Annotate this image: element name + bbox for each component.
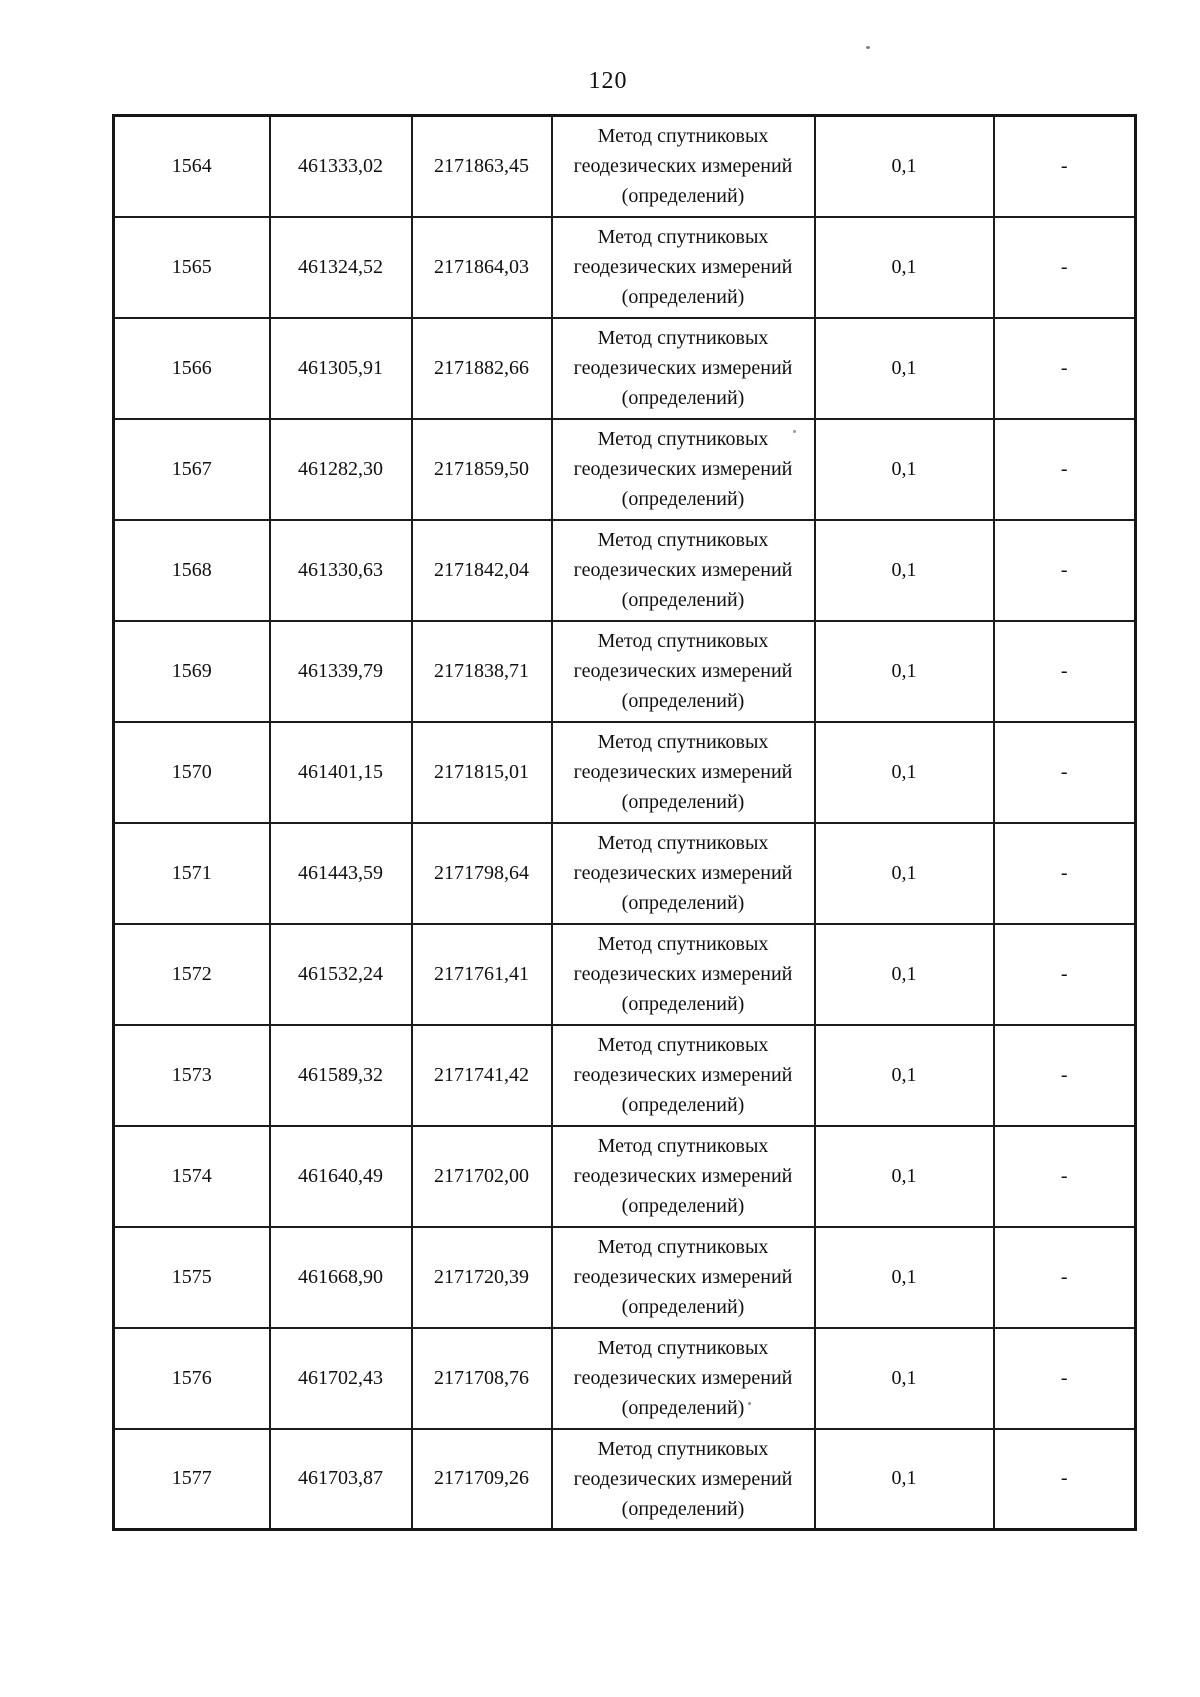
table-row: [114, 217, 1136, 318]
coordinate-x-cell: 461703,87: [270, 1429, 412, 1530]
coordinate-x-cell: 461339,79: [270, 621, 412, 722]
point-id-cell: 1568: [114, 520, 270, 621]
note-cell: -: [994, 621, 1136, 722]
method-text: Метод спутниковых геодезических измерений (определений): [573, 327, 793, 409]
coordinate-x-cell: 461305,91: [270, 318, 412, 419]
method-text: Метод спутниковых геодезических измерений (определений): [573, 731, 793, 813]
method-cell: [552, 924, 815, 1025]
table-row: [114, 722, 1136, 823]
method-cell: [552, 1429, 815, 1530]
point-id-cell: 1569: [114, 621, 270, 722]
table-row: [114, 318, 1136, 419]
table-row: [114, 419, 1136, 520]
method-cell: [552, 1328, 815, 1429]
accuracy-cell: 0,1: [815, 318, 994, 419]
point-id-cell: 1567: [114, 419, 270, 520]
page-number: 120: [588, 68, 628, 94]
scan-artifact-dot: [866, 46, 870, 49]
accuracy-cell: 0,1: [815, 1328, 994, 1429]
coordinate-y-cell: 2171815,01: [412, 722, 552, 823]
coordinate-x-cell: 461443,59: [270, 823, 412, 924]
table-row: [114, 924, 1136, 1025]
point-id-cell: 1575: [114, 1227, 270, 1328]
accuracy-cell: 0,1: [815, 1227, 994, 1328]
note-cell: -: [994, 722, 1136, 823]
method-text: Метод спутниковых геодезических измерений (определений): [573, 933, 793, 1015]
table-row: [114, 116, 1136, 217]
coordinate-x-cell: 461532,24: [270, 924, 412, 1025]
accuracy-cell: 0,1: [815, 1126, 994, 1227]
coordinate-x-cell: 461589,32: [270, 1025, 412, 1126]
table-row: [114, 1429, 1136, 1530]
coordinate-x-cell: 461640,49: [270, 1126, 412, 1227]
coordinate-y-cell: 2171709,26: [412, 1429, 552, 1530]
method-cell: [552, 520, 815, 621]
point-id-cell: 1564: [114, 116, 270, 217]
note-cell: -: [994, 823, 1136, 924]
method-text: Метод спутниковых геодезических измерений (определений): [573, 428, 793, 510]
accuracy-cell: 0,1: [815, 823, 994, 924]
note-cell: -: [994, 419, 1136, 520]
table-row: [114, 823, 1136, 924]
coordinate-y-cell: 2171741,42: [412, 1025, 552, 1126]
accuracy-cell: 0,1: [815, 116, 994, 217]
method-cell: [552, 318, 815, 419]
table-row: [114, 1227, 1136, 1328]
note-cell: -: [994, 1227, 1136, 1328]
point-id-cell: 1572: [114, 924, 270, 1025]
table-row: [114, 520, 1136, 621]
coordinate-y-cell: 2171702,00: [412, 1126, 552, 1227]
coordinate-x-cell: 461330,63: [270, 520, 412, 621]
method-text: Метод спутниковых геодезических измерений (определений): [573, 1437, 793, 1520]
method-cell: [552, 1025, 815, 1126]
scan-artifact-dot: [793, 430, 796, 433]
coordinate-y-cell: 2171842,04: [412, 520, 552, 621]
point-id-cell: 1574: [114, 1126, 270, 1227]
coordinate-y-cell: 2171864,03: [412, 217, 552, 318]
coordinate-x-cell: 461282,30: [270, 419, 412, 520]
method-text: Метод спутниковых геодезических измерений (определений): [573, 1135, 793, 1217]
method-cell: [552, 1126, 815, 1227]
note-cell: -: [994, 318, 1136, 419]
coordinate-y-cell: 2171882,66: [412, 318, 552, 419]
accuracy-cell: 0,1: [815, 722, 994, 823]
note-cell: -: [994, 217, 1136, 318]
method-text: Метод спутниковых геодезических измерений (определений): [573, 1236, 793, 1318]
accuracy-cell: 0,1: [815, 1025, 994, 1126]
note-cell: -: [994, 116, 1136, 217]
method-cell: [552, 1227, 815, 1328]
coordinate-x-cell: 461702,43: [270, 1328, 412, 1429]
coordinate-x-cell: 461333,02: [270, 116, 412, 217]
accuracy-cell: 0,1: [815, 924, 994, 1025]
coordinates-table: [112, 114, 1137, 1531]
point-id-cell: 1573: [114, 1025, 270, 1126]
accuracy-cell: 0,1: [815, 520, 994, 621]
method-text: Метод спутниковых геодезических измерений (определений): [573, 1034, 793, 1116]
point-id-cell: 1576: [114, 1328, 270, 1429]
accuracy-cell: 0,1: [815, 419, 994, 520]
note-cell: -: [994, 1328, 1136, 1429]
coordinate-x-cell: 461401,15: [270, 722, 412, 823]
note-cell: -: [994, 1429, 1136, 1530]
method-text: Метод спутниковых геодезических измерений (определений): [573, 226, 793, 308]
note-cell: -: [994, 924, 1136, 1025]
note-cell: -: [994, 520, 1136, 621]
coordinate-x-cell: 461668,90: [270, 1227, 412, 1328]
method-text: Метод спутниковых геодезических измерений (определений): [573, 832, 793, 914]
method-cell: [552, 621, 815, 722]
coordinate-y-cell: 2171761,41: [412, 924, 552, 1025]
coordinate-x-cell: 461324,52: [270, 217, 412, 318]
method-cell: [552, 217, 815, 318]
scan-artifact-dot: [748, 1402, 751, 1405]
note-cell: -: [994, 1126, 1136, 1227]
method-text: Метод спутниковых геодезических измерений (определений): [573, 630, 793, 712]
method-cell: [552, 823, 815, 924]
point-id-cell: 1577: [114, 1429, 270, 1530]
table-row: [114, 1025, 1136, 1126]
table-row: [114, 1328, 1136, 1429]
method-cell: [552, 116, 815, 217]
coordinate-y-cell: 2171708,76: [412, 1328, 552, 1429]
table-row: [114, 1126, 1136, 1227]
method-text: Метод спутниковых геодезических измерений (определений): [573, 1337, 793, 1419]
coordinates-table-body: [114, 116, 1136, 1530]
method-cell: [552, 419, 815, 520]
point-id-cell: 1570: [114, 722, 270, 823]
point-id-cell: 1565: [114, 217, 270, 318]
coordinate-y-cell: 2171798,64: [412, 823, 552, 924]
coordinate-y-cell: 2171863,45: [412, 116, 552, 217]
accuracy-cell: 0,1: [815, 1429, 994, 1530]
point-id-cell: 1566: [114, 318, 270, 419]
coordinate-y-cell: 2171838,71: [412, 621, 552, 722]
method-text: Метод спутниковых геодезических измерений (определений): [573, 125, 793, 208]
table-row: [114, 621, 1136, 722]
accuracy-cell: 0,1: [815, 621, 994, 722]
method-text: Метод спутниковых геодезических измерений (определений): [573, 529, 793, 611]
coordinate-y-cell: 2171720,39: [412, 1227, 552, 1328]
method-cell: [552, 722, 815, 823]
coordinate-y-cell: 2171859,50: [412, 419, 552, 520]
note-cell: -: [994, 1025, 1136, 1126]
accuracy-cell: 0,1: [815, 217, 994, 318]
point-id-cell: 1571: [114, 823, 270, 924]
